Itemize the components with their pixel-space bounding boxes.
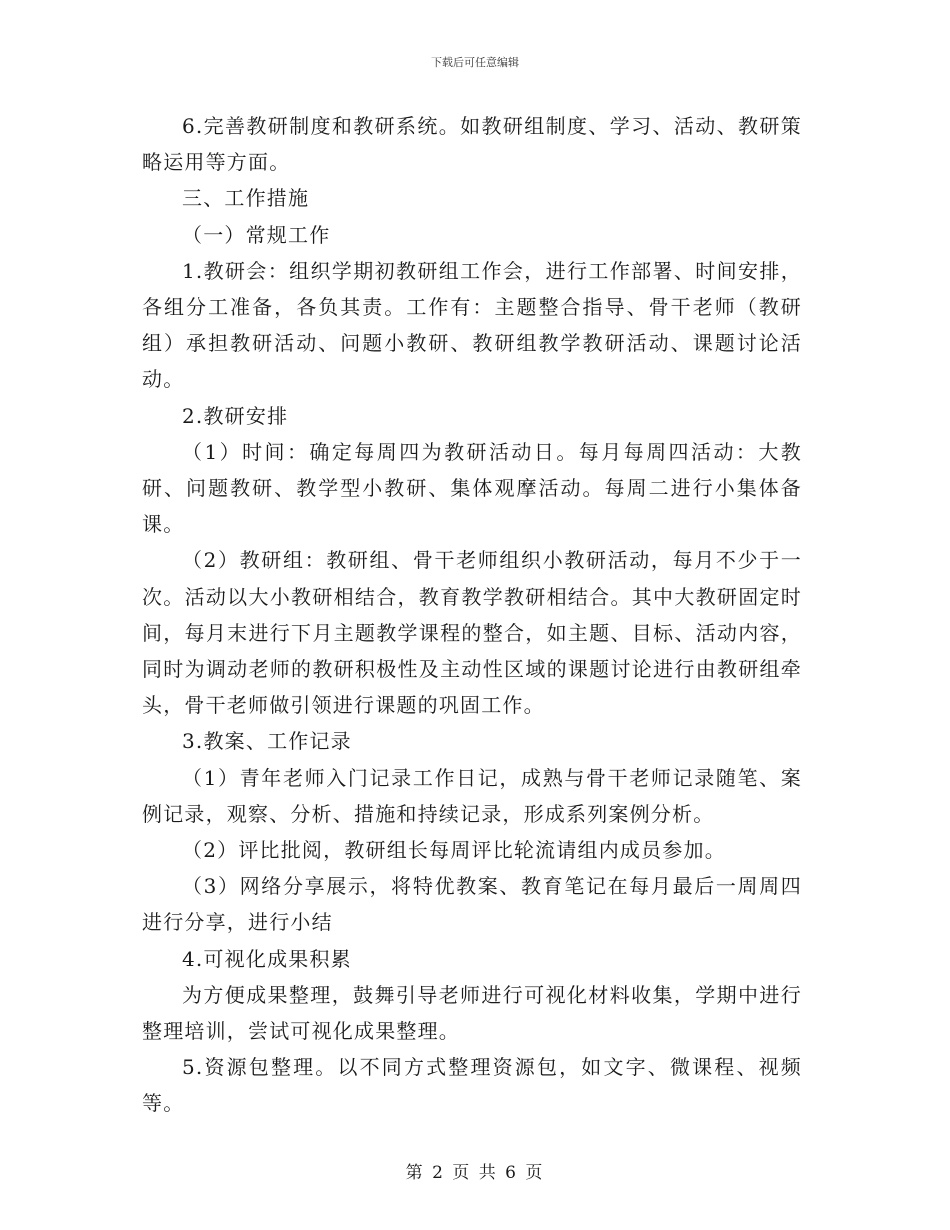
document-body [142, 108, 802, 1122]
paragraph-item-6: 6.完善教研制度和教研系统。如教研组制度、学习、活动、教研策略运用等方面。 [142, 114, 802, 175]
heading-lesson-plans: 3.教案、工作记录 [182, 729, 352, 754]
heading-research-schedule: 2.教研安排 [182, 403, 289, 428]
paragraph-resource-pack: 5.资源包整理。以不同方式整理资源包，如文字、微课程、视频等。 [142, 1055, 802, 1116]
paragraph-schedule-time: （1）时间：确定每周四为教研活动日。每月每周四活动：大教研、问题教研、教学型小教研、集体观摩活动。每周二进行小集体备课。 [142, 439, 802, 537]
paragraph-visual-results: 为方便成果整理，鼓舞引导老师进行可视化材料收集，学期中进行整理培训，尝试可视化成果整理。 [142, 982, 802, 1044]
subsection-heading-routine: （一）常规工作 [182, 222, 331, 247]
paragraph-review: （2）评比批阅，教研组长每周评比轮流请组内成员参加。 [182, 838, 726, 863]
paragraph-research-meeting: 1.教研会：组织学期初教研组工作会，进行工作部署、时间安排，各组分工准备，各负其责。工作有：主题整合指导、骨干老师（教研组）承担教研活动、问题小教研、教研组教学教研活动、课题讨论活动。 [142, 258, 802, 392]
section-heading-measures: 三、工作措施 [182, 186, 310, 211]
heading-visual-results: 4.可视化成果积累 [182, 946, 352, 971]
page-header: 下载后可任意编辑 [431, 56, 519, 69]
paragraph-young-teachers: （1）青年老师入门记录工作日记，成熟与骨干老师记录随笔、案例记录，观察、分析、措施和持续记录，形成系列案例分析。 [142, 765, 802, 826]
paragraph-online-sharing: （3）网络分享展示，将特优教案、教育笔记在每月最后一周周四进行分享，进行小结 [142, 874, 802, 935]
paragraph-research-group: （2）教研组：教研组、骨干老师组织小教研活动，每月不少于一次。活动以大小教研相结合，教育教学教研相结合。其中大教研固定时间，每月末进行下月主题教学课程的整合，如主题、目标、活动内容，同时为调动老师的教研积极性及主动性区域的课题讨论进行由教研组牵头，骨干老师做引领进行课题的巩固工作。 [142, 548, 802, 718]
page-footer: 第 2 页 共 6 页 [405, 1163, 545, 1183]
